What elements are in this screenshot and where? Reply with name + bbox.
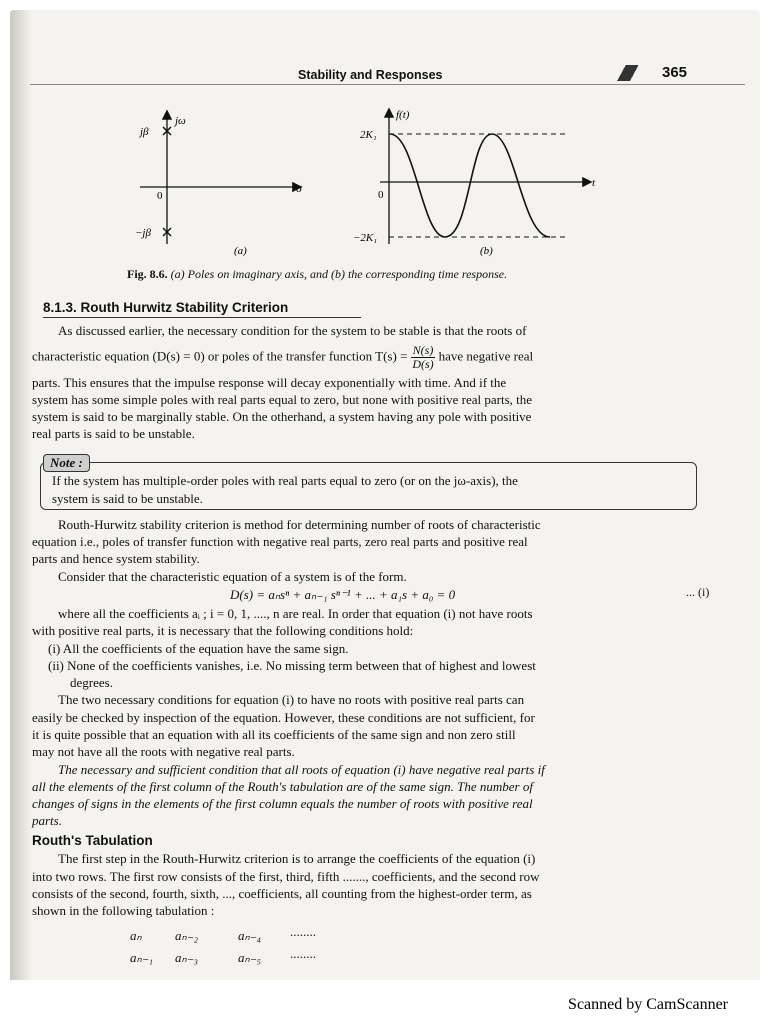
figure-a-bottom-label: −jβ bbox=[135, 227, 151, 239]
camscanner-watermark: Scanned by CamScanner bbox=[568, 996, 728, 1013]
routh-line-4: shown in the following tabulation : bbox=[32, 903, 215, 918]
routh-line-2: into two rows. The first row consists of the first, third, fifth ......., coefficients, and the second row bbox=[32, 869, 540, 884]
figure-8-6 bbox=[120, 102, 600, 262]
figure-b-axis-label-t: t bbox=[592, 177, 596, 189]
body-p4-line-3: it is quite possible that an equation with all its coefficients of the same sign and non zero still bbox=[32, 727, 516, 742]
figure-a-pole-plot bbox=[135, 112, 303, 257]
transfer-function-fraction bbox=[411, 344, 436, 371]
figure-b-origin: 0 bbox=[378, 189, 384, 201]
figure-caption bbox=[127, 267, 507, 282]
equation-tag: ... (i) bbox=[686, 585, 710, 599]
routh-line-1: The first step in the Routh-Hurwitz criterion is to arrange the coefficients of the equation (i) bbox=[58, 851, 536, 866]
intro-line-2a: characteristic equation (D(s) = 0) or poles of the transfer function T(s) = bbox=[32, 348, 408, 364]
figure-caption-text: (a) Poles on imaginary axis, and (b) the corresponding time response. bbox=[170, 267, 508, 281]
section-title: 8.1.3. Routh Hurwitz Stability Criterion bbox=[43, 300, 289, 315]
fraction-denominator: D(s) bbox=[412, 357, 434, 371]
routh-line-3: consists of the second, fourth, sixth, ..., coefficients, all counting from the highest-order term, as bbox=[32, 886, 532, 901]
routh-table-cell-r2c2: aₙ₋₃ bbox=[175, 950, 199, 965]
body-p4-line-2: easily be checked by inspection of the equation. However, these conditions are not sufficient, for bbox=[32, 710, 535, 725]
note-text bbox=[52, 472, 518, 508]
fraction-numerator: N(s) bbox=[412, 343, 434, 357]
intro-line-1: As discussed earlier, the necessary condition for the system to be stable is that the roots of bbox=[58, 323, 527, 338]
figure-a-axis-label-jw: jω bbox=[175, 115, 186, 127]
note-line-2: system is said to be unstable. bbox=[52, 491, 203, 506]
figure-a-sublabel: (a) bbox=[234, 245, 247, 257]
book-page bbox=[10, 10, 760, 980]
body-p5-line-4: parts. bbox=[32, 813, 62, 828]
body-p1-line-1: Routh-Hurwitz stability criterion is method for determining number of roots of characteristic bbox=[58, 517, 541, 532]
routh-table-cell-r1c1: aₙ bbox=[130, 928, 142, 943]
figure-b-cosine-curve bbox=[390, 134, 550, 237]
characteristic-equation: D(s) = aₙsⁿ + aₙ₋₁ sⁿ⁻¹ + ... + a₁s + a₀ = 0 bbox=[230, 587, 456, 602]
figure-b-axis-label-ft: f(t) bbox=[396, 109, 410, 121]
page-number: 365 bbox=[662, 64, 688, 81]
body-p4-line-1: The two necessary conditions for equation (i) to have no roots with positive real parts can bbox=[58, 692, 525, 707]
condition-2-line-2: degrees. bbox=[70, 675, 113, 690]
routh-table-cell-r1c2: aₙ₋₂ bbox=[175, 928, 199, 943]
intro-line-2 bbox=[32, 344, 533, 371]
intro-line-2b: have negative real bbox=[438, 348, 534, 364]
body-p1-line-3: parts and hence system stability. bbox=[32, 551, 200, 566]
body-p1-line-2: equation i.e., poles of transfer function with negative real parts, zero real parts and positive real bbox=[32, 534, 528, 549]
routh-tabulation-title: Routh's Tabulation bbox=[32, 833, 153, 848]
running-head: Stability and Responses bbox=[298, 68, 443, 82]
section-rule bbox=[43, 317, 361, 318]
condition-1: (i) All the coefficients of the equation have the same sign. bbox=[48, 641, 349, 656]
figure-b-top-label: 2K₁ bbox=[360, 129, 377, 141]
note-tag: Note : bbox=[43, 454, 90, 472]
figure-a-axis-label-sigma: σ bbox=[296, 181, 302, 195]
header-rule bbox=[30, 84, 745, 85]
routh-table-cell-r2c4: ........ bbox=[290, 946, 316, 961]
routh-table-cell-r1c3: aₙ₋₄ bbox=[238, 928, 262, 943]
body-p4-line-4: may not have all the roots with negative real parts. bbox=[32, 744, 295, 759]
intro-line-3: parts. This ensures that the impulse response will decay exponentially with time. And if the bbox=[32, 375, 507, 390]
routh-table-cell-r2c3: aₙ₋₅ bbox=[238, 950, 262, 965]
figure-a-top-label: jβ bbox=[140, 126, 149, 138]
body-p5-line-1: The necessary and sufficient condition that all roots of equation (i) have negative real parts if bbox=[58, 762, 545, 777]
intro-line-5: system is said to be marginally stable. On the otherhand, a system having any pole with positive bbox=[32, 409, 532, 424]
routh-table-cell-r2c1: aₙ₋₁ bbox=[130, 950, 154, 965]
condition-2-line-1: (ii) None of the coefficients vanishes, i.e. No missing term between that of highest and lowest bbox=[48, 658, 536, 673]
body-p5-line-3: changes of signs in the elements of the first column equals the number of roots with positive real bbox=[32, 796, 533, 811]
body-p3-line-1: where all the coefficients aᵢ ; i = 0, 1, ...., n are real. In order that equation (i) not have roots bbox=[58, 606, 533, 621]
figure-b-time-response bbox=[353, 109, 596, 257]
routh-table-cell-r1c4: ........ bbox=[290, 924, 316, 939]
body-p5-line-2: all the elements of the first column of the Routh's tabulation are of the same sign. The number of bbox=[32, 779, 533, 794]
body-p2-line-1: Consider that the characteristic equation of a system is of the form. bbox=[58, 569, 407, 584]
figure-caption-label: Fig. 8.6. bbox=[127, 267, 168, 281]
intro-line-4: system has some simple poles with real parts equal to zero, but none with positive real parts, the bbox=[32, 392, 533, 407]
intro-line-6: real parts is said to be unstable. bbox=[32, 426, 195, 441]
body-p3-line-2: with positive real parts, it is necessary that the following conditions hold: bbox=[32, 623, 414, 638]
note-line-1: If the system has multiple-order poles with real parts equal to zero (or on the jω-axis), the bbox=[52, 473, 518, 488]
figure-a-origin: 0 bbox=[157, 190, 163, 202]
figure-b-sublabel: (b) bbox=[480, 245, 493, 257]
figure-b-bottom-label: −2K₁ bbox=[353, 232, 378, 244]
header-ornament bbox=[607, 65, 653, 81]
